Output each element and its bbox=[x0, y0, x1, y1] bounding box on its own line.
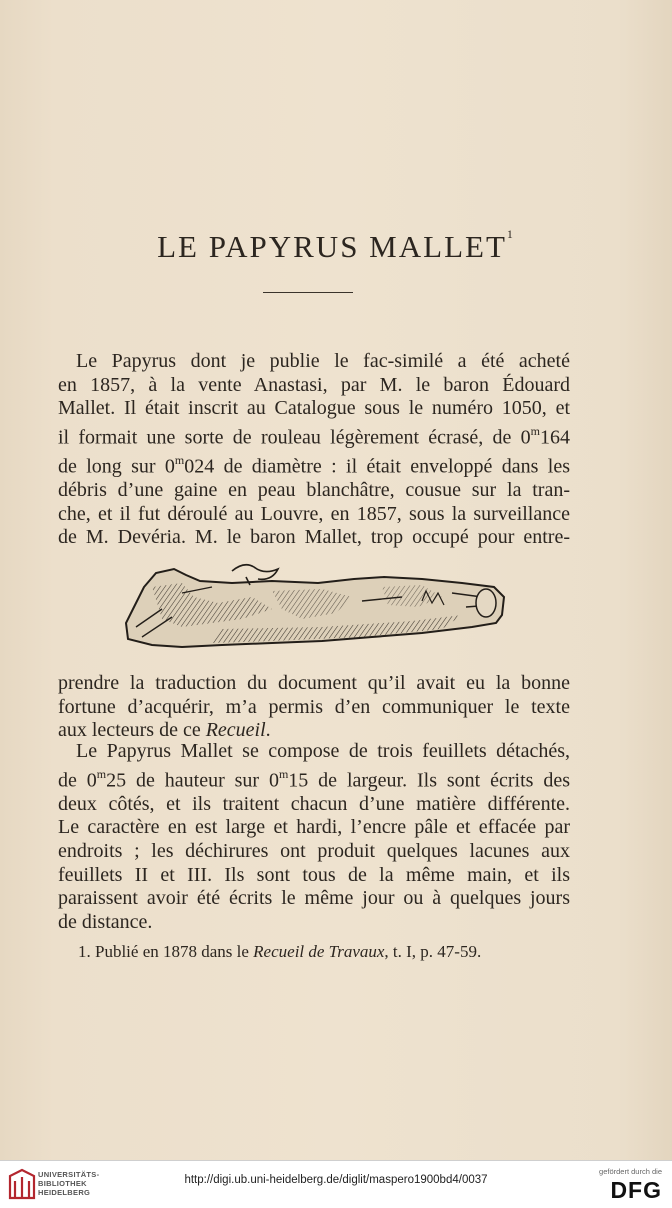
text-line: Le Papyrus Mallet se compose de trois feuillets détachés, bbox=[76, 740, 570, 762]
text-segment: il formait une sorte de rouleau légèrement écrasé, de 0 bbox=[58, 426, 531, 449]
text-line: Le Papyrus dont je publie le fac-similé a été acheté bbox=[76, 350, 570, 372]
text-line: feuillets II et III. Ils sont tous de la même main, et ils bbox=[58, 863, 570, 886]
paragraph-3 bbox=[58, 740, 570, 934]
text-segment: 164 bbox=[540, 426, 570, 449]
text-line: prendre la traduction du document qu’il avait eu la bonne bbox=[58, 672, 570, 694]
text-line: fortune d’acquérir, m’a permis d’en communiquer le texte bbox=[58, 695, 570, 718]
italic-title: Recueil bbox=[205, 719, 266, 742]
footnote bbox=[78, 942, 558, 962]
library-name-line: HEIDELBERG bbox=[38, 1188, 91, 1197]
text-segment: 024 de diamètre : il était enveloppé dans les bbox=[184, 455, 570, 478]
text-line bbox=[58, 764, 570, 793]
footnote-italic-title: Recueil de Travaux bbox=[253, 942, 385, 961]
footnote-text: 1. Publié en 1878 dans le bbox=[78, 942, 254, 961]
text-line bbox=[58, 450, 570, 479]
unit-superscript: m bbox=[278, 766, 289, 781]
text-segment: de 0 bbox=[58, 769, 97, 792]
title-rule bbox=[263, 292, 353, 293]
page-title bbox=[0, 226, 672, 265]
unit-superscript: m bbox=[174, 453, 185, 468]
title-text: LE PAPYRUS MALLET bbox=[157, 228, 507, 264]
text-line: de M. Devéria. M. le baron Mallet, trop occupé pour entre- bbox=[58, 526, 570, 549]
unit-superscript: m bbox=[530, 423, 540, 438]
text-line: débris d’une gaine en peau blanchâtre, cousue sur la tran- bbox=[58, 479, 570, 502]
dfg-logo[interactable]: DFG bbox=[610, 1177, 662, 1203]
text-line: paraissent avoir été écrits le même jour ou à quelques jours bbox=[58, 887, 570, 910]
text-segment: de long sur 0 bbox=[58, 455, 175, 478]
text-segment: aux lecteurs de ce bbox=[58, 719, 206, 742]
text-line: deux côtés, et ils traitent chacun d’une matière différente. bbox=[58, 792, 570, 815]
funded-by-label: gefördert durch die bbox=[599, 1167, 662, 1176]
library-name-line: UNIVERSITÄTS- bbox=[38, 1170, 100, 1179]
viewer-footer bbox=[0, 1160, 672, 1208]
text-segment: 25 de hauteur sur 0 bbox=[106, 769, 279, 792]
library-name-line: BIBLIOTHEK bbox=[38, 1179, 87, 1188]
permalink-url[interactable]: http://digi.ub.uni-heidelberg.de/diglit/maspero1900bd4/0037 bbox=[184, 1174, 488, 1186]
text-line: en 1857, à la vente Anastasi, par M. le baron Édouard bbox=[58, 373, 570, 396]
footnote-text: , t. I, p. 47-59. bbox=[384, 942, 482, 961]
text-segment: 15 de largeur. Ils sont écrits des bbox=[288, 769, 570, 792]
unit-superscript: m bbox=[96, 766, 107, 781]
text-line bbox=[58, 421, 570, 450]
text-line: Mallet. Il était inscrit au Catalogue sous le numéro 1050, et bbox=[58, 397, 570, 420]
paragraph-1 bbox=[58, 350, 570, 550]
text-line: Le caractère en est large et hardi, l’encre pâle et effacée par bbox=[58, 816, 570, 839]
papyrus-roll-illustration bbox=[122, 557, 506, 657]
paragraph-2 bbox=[58, 672, 570, 743]
title-note-ref: 1 bbox=[506, 226, 515, 241]
text-line: de distance. bbox=[58, 910, 153, 933]
text-segment: . bbox=[265, 719, 271, 742]
text-line: endroits ; les déchirures ont produit quelques lacunes aux bbox=[58, 840, 570, 863]
text-line: che, et il fut déroulé au Louvre, en 1857, sous la surveillance bbox=[58, 502, 570, 525]
